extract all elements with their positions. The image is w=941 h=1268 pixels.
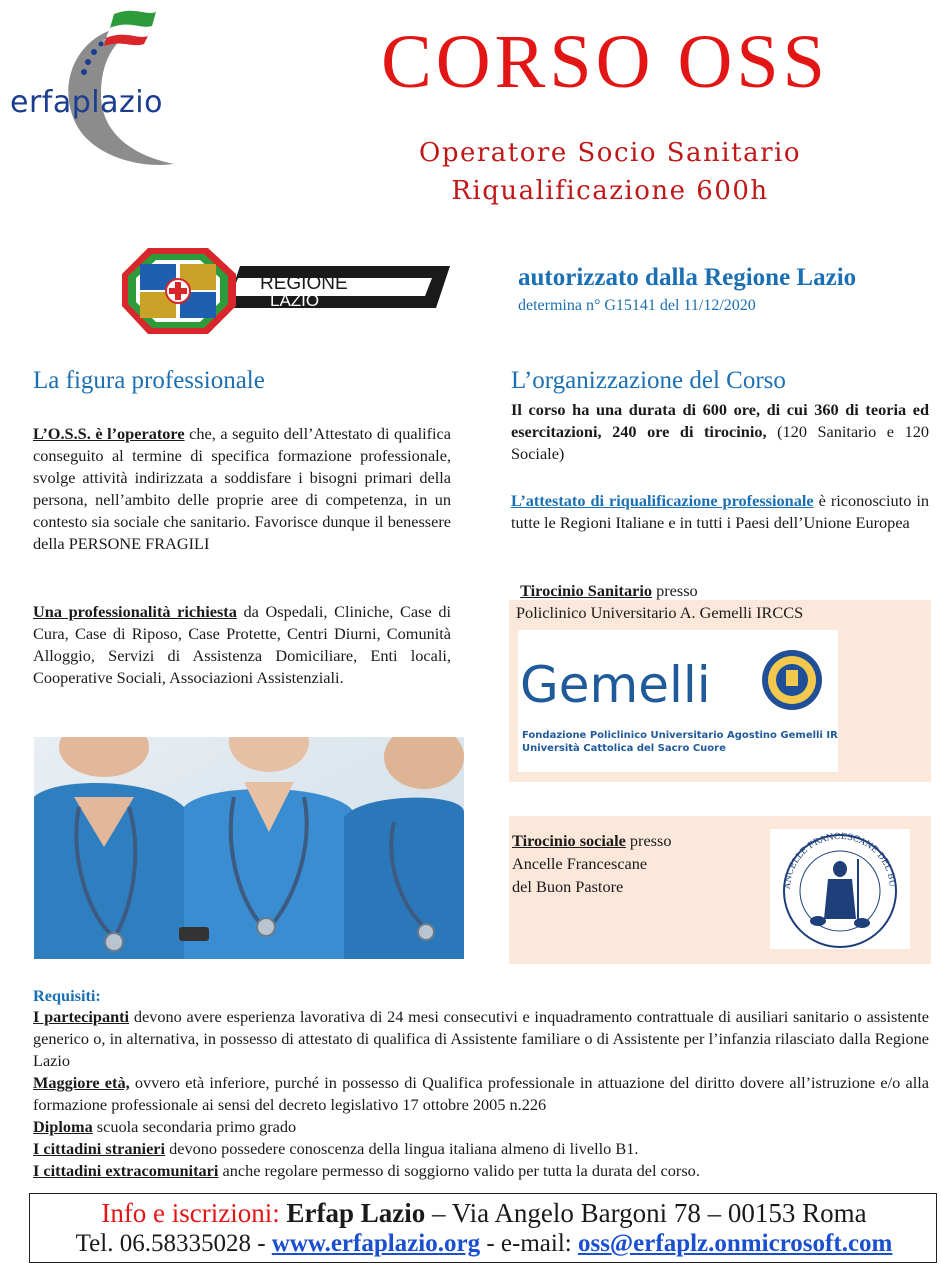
ancelle-seal-logo xyxy=(770,829,910,949)
regione-logo-line1: REGIONE xyxy=(260,273,348,294)
requisito-text: scuola secondaria primo grado xyxy=(92,1117,297,1136)
authorization-title: autorizzato dalla Regione Lazio xyxy=(518,264,857,291)
gemelli-logo-line2: Università Cattolica del Sacro Cuore xyxy=(522,743,726,754)
requisito-item xyxy=(33,1072,929,1116)
tirocinio-sociale-line2: Ancelle Francescane xyxy=(512,854,648,873)
authorization-determina: determina n° G15141 del 11/12/2020 xyxy=(518,297,756,314)
subtitle-line-2: Riqualificazione 600h xyxy=(451,176,769,206)
requisiti-list xyxy=(33,1006,929,1182)
gemelli-logo xyxy=(518,630,838,772)
ancelle-seal-text: ANCELLE FRANCESCANE DEL BU xyxy=(782,831,898,890)
figura-p1-text: che, a seguito dell’Attestato di qualifica conseguito al termine di specifica formazione professionale, svolge attività indirizzata a soddisfare i bisogni primari della persona, nell’ambito delle proprie aree di competenza, in un contesto sia sociale che sanitario. Favorisce dunque il benessere della PERSONE FRAGILI xyxy=(33,424,452,553)
regione-logo-line2: LAZIO xyxy=(270,291,320,310)
tirocinio-sociale-presso: presso xyxy=(625,831,672,850)
requisito-item xyxy=(33,1138,929,1160)
footer-email-label: - e-mail: xyxy=(480,1230,578,1257)
gemelli-logo-name: Gemelli xyxy=(520,656,711,714)
requisito-text: anche regolare permesso di soggiorno valido per tutta la durata del corso. xyxy=(218,1161,700,1180)
tirocinio-sanitario-presso: presso xyxy=(652,581,698,600)
requisito-text: devono avere esperienza lavorativa di 24 mesi consecutivi e inquadramento contrattuale di ausiliari sanitario o assistente generico o, in alternativa, in possesso di attestato di qualifica di Assistente familiare o di Assistente per l’infanzia rilasciato dalla Regione Lazio xyxy=(33,1007,930,1070)
requisito-item xyxy=(33,1006,929,1072)
requisito-lead: I cittadini stranieri xyxy=(33,1139,166,1158)
requisito-lead: I partecipanti xyxy=(33,1007,130,1026)
requisito-text: devono possedere conoscenza della lingua italiana almeno di livello B1. xyxy=(165,1139,639,1158)
attestato-lead: L’attestato di riqualificazione professionale xyxy=(511,491,814,510)
page-title: CORSO OSS xyxy=(381,20,829,104)
organizzazione-p1-bold: Il corso ha una durata di 600 ore, di cui 360 di teoria ed esercitazioni, 240 ore di tirocinio, xyxy=(511,400,929,441)
requisito-lead: Diploma xyxy=(33,1117,93,1136)
organizzazione-p1-text: (120 Sanitario e 120 Sociale) xyxy=(511,422,929,463)
figura-p2-lead: Una professionalità richiesta xyxy=(33,602,237,621)
tirocinio-sanitario-label: Tirocinio Sanitario xyxy=(520,581,653,600)
subtitle-line-1: Operatore Socio Sanitario xyxy=(419,138,801,168)
requisito-item xyxy=(33,1116,929,1138)
figura-paragraph-2 xyxy=(33,601,451,689)
requisito-text: ovvero età inferiore, purché in possesso di Qualifica professionale in attuazione del diritto dovere all’istruzione e/o alla formazione professionale ai sensi del decreto legislativo 17 ottobre 2005 n.226 xyxy=(33,1073,930,1114)
tirocinio-sanitario-text xyxy=(516,580,803,624)
regione-lazio-logo xyxy=(120,244,452,336)
figura-p2-text: da Ospedali, Cliniche, Case di Cura, Case di Riposo, Case Protette, Centri Diurni, Comunità Alloggio, Servizi di Assistenza Domiciliare, Enti locali, Cooperative Sociali, Associazioni Assistenziali. xyxy=(33,602,451,687)
tirocinio-sociale-text xyxy=(512,829,672,898)
tirocinio-sociale-label: Tirocinio sociale xyxy=(512,831,626,850)
footer-contact-box xyxy=(29,1193,937,1263)
requisito-lead: I cittadini extracomunitari xyxy=(33,1161,219,1180)
tirocinio-sociale-line3: del Buon Pastore xyxy=(512,877,624,896)
nurses-photo xyxy=(34,737,464,959)
requisito-lead: Maggiore età, xyxy=(33,1073,130,1092)
requisiti-title: Requisiti: xyxy=(33,986,101,1005)
footer-contact-line xyxy=(30,1230,938,1258)
footer-info-line xyxy=(30,1198,938,1229)
erfaplazio-logo xyxy=(6,4,206,174)
organizzazione-paragraph-2 xyxy=(511,490,929,534)
footer-org: Erfap Lazio xyxy=(286,1198,426,1228)
requisito-item xyxy=(33,1160,929,1182)
figura-paragraph-1 xyxy=(33,423,451,555)
footer-address: – Via Angelo Bargoni 78 – 00153 Roma xyxy=(425,1198,867,1228)
section-title-figura: La figura professionale xyxy=(33,367,265,394)
figura-p1-lead: L’O.S.S. è l’operatore xyxy=(33,424,185,443)
website-link[interactable]: www.erfaplazio.org xyxy=(271,1230,481,1257)
footer-tel: Tel. 06.58335028 - xyxy=(75,1230,272,1257)
erfaplazio-logo-text: erfaplazio xyxy=(10,85,163,120)
email-link[interactable]: oss@erfaplz.onmicrosoft.com xyxy=(577,1230,893,1257)
section-title-organizzazione: L’organizzazione del Corso xyxy=(511,367,786,394)
gemelli-logo-line1: Fondazione Policlinico Universitario Agostino Gemelli IRCCS xyxy=(522,730,838,741)
footer-info-label: Info e iscrizioni: xyxy=(101,1198,280,1228)
attestato-text: è riconosciuto in tutte le Regioni Italiane e in tutti i Paesi dell’Unione Europea xyxy=(511,491,929,532)
organizzazione-paragraph-1 xyxy=(511,399,929,465)
tirocinio-sanitario-place: Policlinico Universitario A. Gemelli IRCCS xyxy=(516,603,804,622)
